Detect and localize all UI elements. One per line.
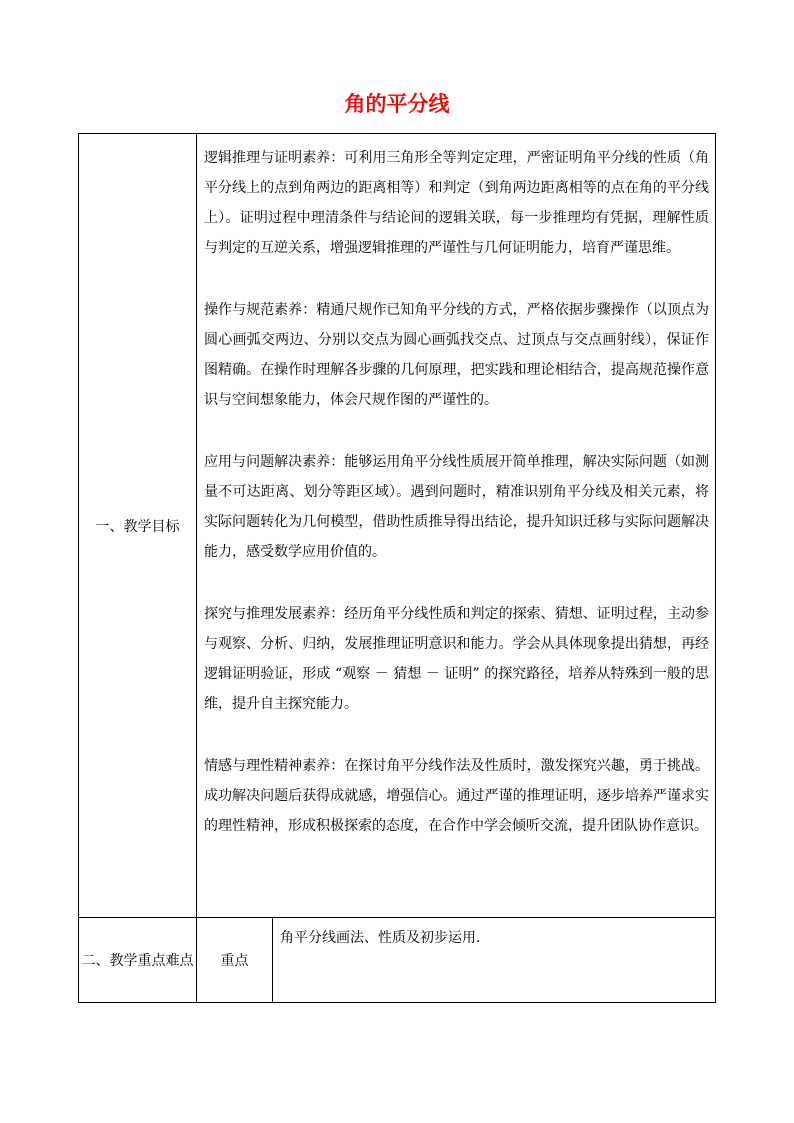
- objective-paragraph-emotion-rational: 情感与理性精神素养：在探讨角平分线作法及性质时，激发探究兴趣，勇于挑战。成功解决问题后获得成就感，增强信心。通过严谨的推理证明，逐步培养严谨求实的理性精神，形成积极探索的态度，在合作中学会倾听交流，提升团队协作意识。: [204, 758, 709, 834]
- lesson-plan-table: [78, 133, 716, 1003]
- objectives-row: [79, 134, 715, 917]
- objective-paragraph-exploration-reasoning: 探究与推理发展素养：经历角平分线性质和判定的探索、猜想、证明过程，主动参与观察、分析、归纳，发展推理证明意识和能力。学会从具体现象提出猜想，再经逻辑证明验证，形成 “观察 － 猜想 － 证明” 的探究路径，培养从特殊到一般的思维，提升自主探究能力。: [204, 606, 709, 712]
- objectives-row-label: 一、教学目标: [79, 134, 197, 917]
- keypoints-row-label: 二、教学重点难点: [79, 918, 197, 1002]
- objective-paragraph-logic-proof: 逻辑推理与证明素养：可利用三角形全等判定定理，严密证明角平分线的性质（角平分线上的点到角两边的距离相等）和判定（到角两边距离相等的点在角的平分线上）。证明过程中理清条件与结论间的逻辑关联，每一步推理均有凭据，理解性质与判定的互逆关系，增强逻辑推理的严谨性与几何证明能力，培育严谨思维。: [204, 150, 709, 256]
- page-title: 角的平分线: [344, 91, 450, 116]
- objectives-content-cell: [197, 134, 715, 917]
- keypoint-type-label: 重点: [197, 918, 273, 1002]
- keypoints-row: [79, 917, 715, 1002]
- objective-paragraph-operation-standard: 操作与规范素养：精通尺规作已知角平分线的方式，严格依据步骤操作（以顶点为圆心画弧交两边、分别以交点为圆心画弧找交点、过顶点与交点画射线），保证作图精确。在操作时理解各步骤的几何原理，把实践和理论相结合，提高规范操作意识与空间想象能力，体会尺规作图的严谨性的。: [204, 302, 709, 408]
- objective-paragraph-application-problem: 应用与问题解决素养：能够运用角平分线性质展开简单推理，解决实际问题（如测量不可达距离、划分等距区域）。遇到问题时，精准识别角平分线及相关元素，将实际问题转化为几何模型，借助性质推导得出结论，提升知识迁移与实际问题解决能力，感受数学应用价值的。: [204, 454, 709, 560]
- keypoint-content-cell: 角平分线画法、性质及初步运用.: [280, 930, 481, 946]
